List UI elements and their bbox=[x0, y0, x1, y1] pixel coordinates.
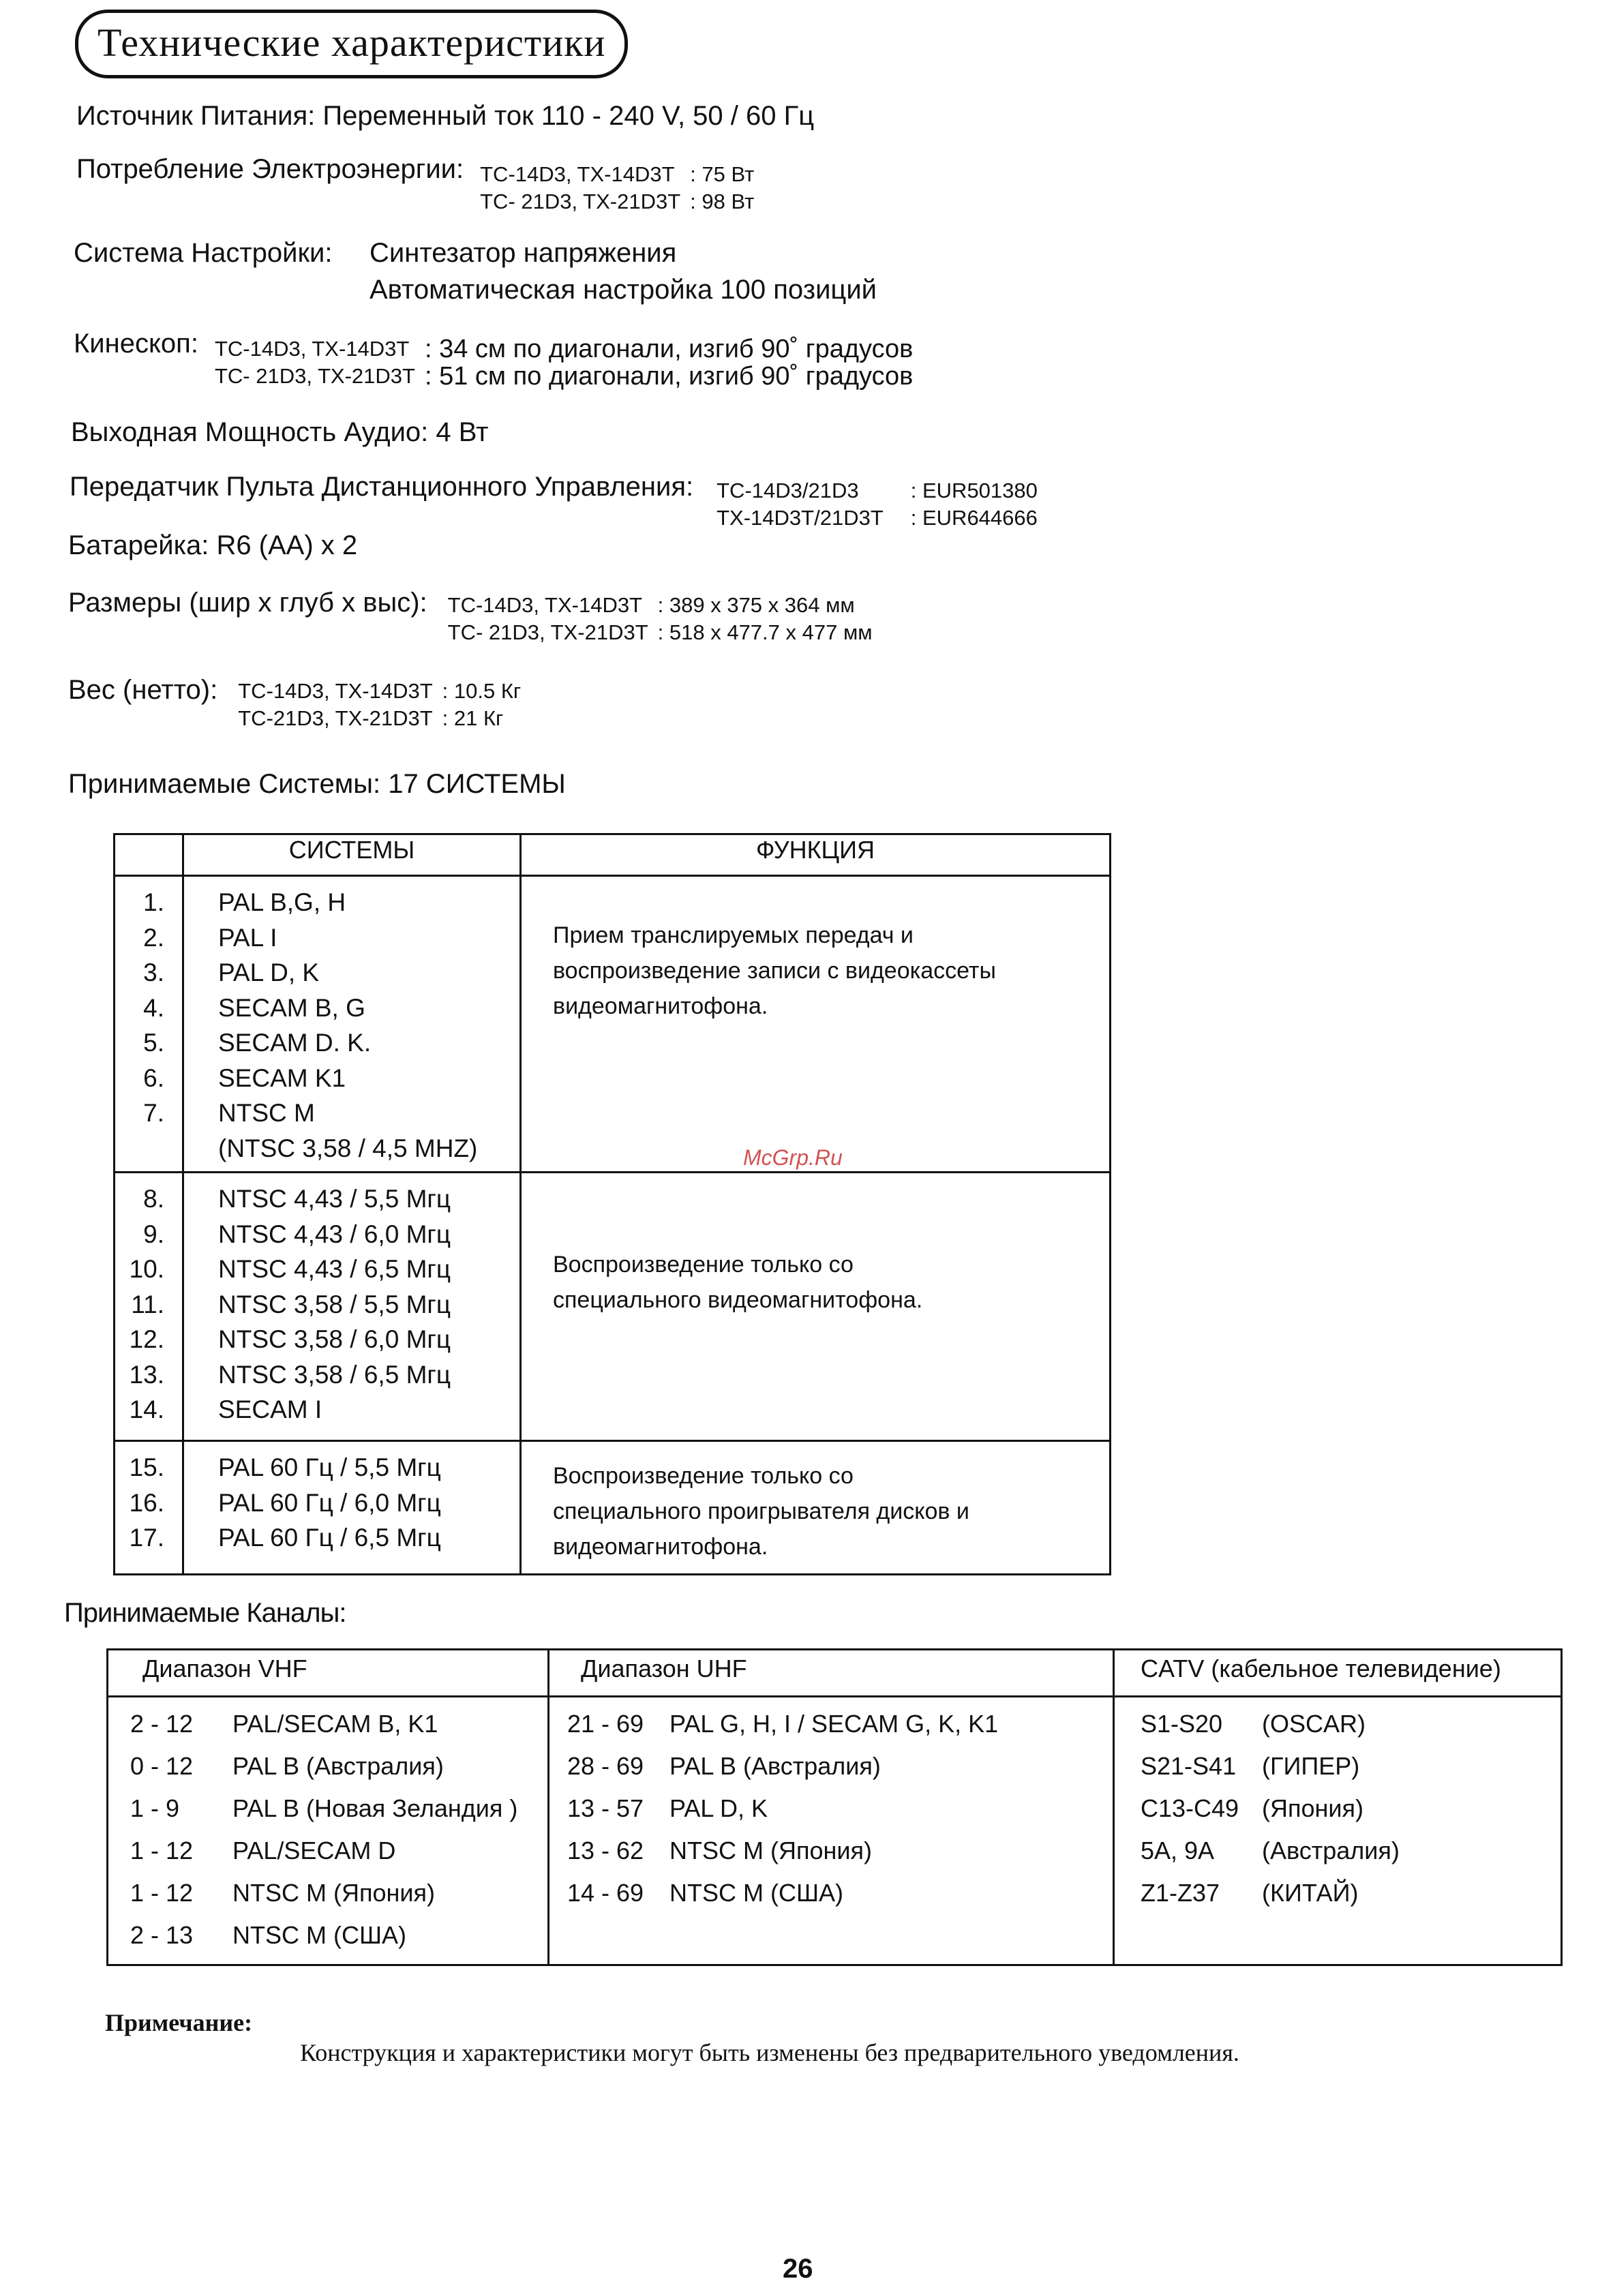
channel-row bbox=[567, 1872, 1106, 1914]
system-name: PAL D, K bbox=[218, 958, 320, 986]
system-name: (NTSC 3,58 / 4,5 MHZ) bbox=[218, 1134, 478, 1162]
spec-models bbox=[717, 477, 1038, 532]
spec-value: : 389 x 375 x 364 мм bbox=[657, 593, 855, 617]
system-name: PAL I bbox=[218, 923, 277, 952]
system-name: NTSC M bbox=[218, 1099, 315, 1127]
table-header-row bbox=[108, 1650, 1562, 1697]
system-name: PAL 60 Гц / 6,0 Мгц bbox=[218, 1488, 441, 1517]
header-system: СИСТЕМЫ bbox=[183, 834, 521, 876]
table-row bbox=[115, 876, 1111, 1173]
vhf-list bbox=[108, 1697, 549, 1965]
system-number: 11. bbox=[131, 1290, 164, 1318]
channel-system: NTSC M (Япония) bbox=[232, 1879, 435, 1907]
channel-range: 2 - 13 bbox=[130, 1921, 194, 1949]
channel-system: (КИТАЙ) bbox=[1262, 1879, 1359, 1907]
system-number: 9. bbox=[143, 1220, 164, 1248]
system-number: 17. bbox=[129, 1524, 164, 1552]
channel-system: (Япония) bbox=[1262, 1794, 1363, 1822]
spec-value: : 518 x 477.7 x 477 мм bbox=[657, 620, 873, 644]
table-row bbox=[108, 1697, 1562, 1965]
channel-range: S1-S20 bbox=[1141, 1710, 1223, 1738]
channel-row bbox=[567, 1830, 1106, 1872]
system-number: 14. bbox=[129, 1395, 164, 1423]
channel-system: NTSC M (США) bbox=[232, 1921, 406, 1949]
header-function: ФУНКЦИЯ bbox=[521, 834, 1111, 876]
spec-crt bbox=[74, 329, 913, 390]
function-line: воспроизведение записи с видеокассеты bbox=[553, 958, 996, 984]
system-names bbox=[183, 1173, 521, 1441]
channel-range: Z1-Z37 bbox=[1141, 1879, 1220, 1907]
spec-value: : EUR501380 bbox=[910, 479, 1038, 502]
system-name: NTSC 4,43 / 6,5 Мгц bbox=[218, 1255, 451, 1283]
channel-row bbox=[567, 1703, 1106, 1745]
system-name: NTSC 3,58 / 5,5 Мгц bbox=[218, 1290, 451, 1318]
spec-values bbox=[370, 235, 877, 308]
channel-range: 28 - 69 bbox=[567, 1752, 644, 1780]
spec-value: : 98 Вт bbox=[690, 190, 755, 213]
channel-row bbox=[130, 1830, 541, 1872]
system-number bbox=[122, 1131, 164, 1166]
spec-value: : 21 Кг bbox=[442, 706, 504, 730]
table-header-row bbox=[115, 834, 1111, 876]
function-line: видеомагнитофона. bbox=[553, 1534, 768, 1560]
system-name: PAL 60 Гц / 6,5 Мгц bbox=[218, 1524, 441, 1552]
channel-range: 13 - 57 bbox=[567, 1794, 644, 1822]
spec-models bbox=[215, 335, 913, 390]
channel-range: 21 - 69 bbox=[567, 1710, 644, 1738]
spec-label: Потребление Электроэнергии: bbox=[76, 154, 464, 184]
channel-row bbox=[130, 1872, 541, 1914]
channel-row bbox=[567, 1745, 1106, 1787]
spec-model: TC-14D3/21D3 bbox=[717, 479, 859, 502]
spec-battery bbox=[68, 530, 357, 561]
function-line: специального видеомагнитофона. bbox=[553, 1287, 923, 1313]
function-line: Воспроизведение только со bbox=[553, 1463, 854, 1489]
watermark: McGrp.Ru bbox=[743, 1145, 843, 1170]
spec-model: TX-14D3T/21D3T bbox=[717, 506, 884, 530]
spec-label: Выходная Мощность Аудио: bbox=[71, 417, 429, 447]
system-number: 12. bbox=[129, 1325, 164, 1353]
system-name: SECAM B, G bbox=[218, 993, 365, 1022]
system-function bbox=[521, 1441, 1111, 1575]
system-names bbox=[183, 1441, 521, 1575]
spec-model: TC-14D3, TX-14D3T bbox=[447, 593, 643, 617]
channel-system: PAL B (Австралия) bbox=[232, 1752, 444, 1780]
catv-list bbox=[1114, 1697, 1562, 1965]
spec-models bbox=[480, 161, 754, 215]
channel-range: 1 - 9 bbox=[130, 1794, 180, 1822]
system-name: SECAM I bbox=[218, 1395, 322, 1423]
channel-system: PAL B (Новая Зеландия ) bbox=[232, 1794, 518, 1822]
system-number: 4. bbox=[143, 993, 164, 1022]
spec-value: 4 Вт bbox=[436, 417, 489, 447]
spec-model: TC-14D3, TX-14D3T bbox=[214, 337, 410, 361]
spec-value: Автоматическая настройка 100 позиций bbox=[370, 275, 877, 305]
system-name: NTSC 3,58 / 6,5 Мгц bbox=[218, 1360, 451, 1389]
spec-weight bbox=[68, 675, 521, 732]
system-number: 15. bbox=[129, 1453, 164, 1481]
system-name: PAL B,G, H bbox=[218, 888, 346, 916]
header-uhf: Диапазон UHF bbox=[549, 1650, 1114, 1697]
header-catv: CATV (кабельное телевидение) bbox=[1114, 1650, 1562, 1697]
system-numbers bbox=[115, 876, 183, 1173]
system-number: 10. bbox=[129, 1255, 164, 1283]
system-number: 8. bbox=[143, 1185, 164, 1213]
system-number: 16. bbox=[129, 1488, 164, 1517]
spec-models bbox=[238, 678, 521, 732]
channel-row bbox=[130, 1703, 541, 1745]
channel-range: 1 - 12 bbox=[130, 1879, 194, 1907]
system-number: 5. bbox=[143, 1029, 164, 1057]
channel-system: NTSC M (США) bbox=[669, 1879, 843, 1907]
function-line: специального проигрывателя дисков и bbox=[553, 1498, 969, 1524]
spec-value: : 10.5 Кг bbox=[442, 679, 522, 703]
page-number: 26 bbox=[783, 2254, 813, 2284]
channel-range: 1 - 12 bbox=[130, 1837, 194, 1864]
system-name: NTSC 4,43 / 6,0 Мгц bbox=[218, 1220, 451, 1248]
spec-value: : 51 см по диагонали, изгиб 90˚ градусов bbox=[424, 362, 914, 391]
note-text: Конструкция и характеристики могут быть изменены без предварительного уведомления. bbox=[300, 2039, 1239, 2066]
channel-row bbox=[567, 1787, 1106, 1830]
system-number: 3. bbox=[143, 958, 164, 986]
spec-value: Синтезатор напряжения bbox=[370, 238, 677, 268]
system-numbers bbox=[115, 1441, 183, 1575]
channel-system: NTSC M (Япония) bbox=[669, 1837, 872, 1864]
system-number: 2. bbox=[143, 923, 164, 952]
spec-label: Источник Питания: bbox=[76, 101, 316, 131]
spec-tuning bbox=[74, 235, 877, 308]
spec-dimensions bbox=[68, 588, 873, 646]
channel-system: PAL D, K bbox=[669, 1794, 768, 1822]
system-number: 6. bbox=[143, 1063, 164, 1092]
spec-power-consumption bbox=[76, 154, 754, 215]
spec-value: : 34 см по диагонали, изгиб 90˚ градусов bbox=[424, 335, 914, 363]
spec-model: TC- 21D3, TX-21D3T bbox=[480, 190, 681, 213]
spec-power-source bbox=[76, 101, 814, 132]
header-vhf: Диапазон VHF bbox=[108, 1650, 549, 1697]
function-line: Прием транслируемых передач и bbox=[553, 922, 914, 948]
channel-system: PAL G, H, I / SECAM G, K, K1 bbox=[669, 1710, 999, 1738]
channel-row bbox=[1141, 1830, 1554, 1872]
channel-row bbox=[130, 1914, 541, 1957]
channel-range: 5A, 9A bbox=[1141, 1837, 1215, 1864]
systems-table bbox=[113, 833, 1111, 1575]
channel-row bbox=[130, 1787, 541, 1830]
system-name: SECAM K1 bbox=[218, 1063, 346, 1092]
channel-range: 13 - 62 bbox=[567, 1837, 644, 1864]
channel-range: 14 - 69 bbox=[567, 1879, 644, 1907]
spec-model: TC-21D3, TX-21D3T bbox=[238, 706, 433, 730]
spec-remote bbox=[70, 472, 1038, 532]
spec-value: R6 (AA) x 2 bbox=[216, 530, 358, 560]
uhf-list bbox=[549, 1697, 1114, 1965]
channel-system: (ГИПЕР) bbox=[1262, 1752, 1360, 1780]
spec-value: Переменный ток 110 - 240 V, 50 / 60 Гц bbox=[322, 101, 815, 131]
system-names bbox=[183, 876, 521, 1173]
page-title: Технические характеристики bbox=[75, 10, 628, 78]
spec-label: Вес (нетто): bbox=[68, 675, 218, 705]
table-row bbox=[115, 1441, 1111, 1575]
channel-row bbox=[130, 1745, 541, 1787]
channel-system: PAL/SECAM B, K1 bbox=[232, 1710, 438, 1738]
note-heading: Примечание: bbox=[105, 2009, 253, 2036]
table-row bbox=[115, 1173, 1111, 1441]
spec-label: Система Настройки: bbox=[74, 238, 333, 268]
system-name: NTSC 3,58 / 6,0 Мгц bbox=[218, 1325, 451, 1353]
channel-row bbox=[1141, 1703, 1554, 1745]
system-name: SECAM D. K. bbox=[218, 1029, 372, 1057]
system-function bbox=[521, 876, 1111, 1173]
system-numbers bbox=[115, 1173, 183, 1441]
systems-heading: Принимаемые Системы: 17 СИСТЕМЫ bbox=[68, 769, 566, 799]
channel-row bbox=[1141, 1745, 1554, 1787]
system-number: 7. bbox=[143, 1099, 164, 1127]
channel-row bbox=[1141, 1872, 1554, 1914]
spec-model: TC-14D3, TX-14D3T bbox=[238, 679, 433, 703]
spec-model: TC- 21D3, TX-21D3T bbox=[447, 620, 648, 644]
channel-range: S21-S41 bbox=[1141, 1752, 1237, 1780]
channel-range: 2 - 12 bbox=[130, 1710, 194, 1738]
channel-row bbox=[1141, 1787, 1554, 1830]
channel-system: PAL B (Австралия) bbox=[669, 1752, 881, 1780]
spec-label: Кинескоп: bbox=[74, 329, 198, 359]
function-line: Воспроизведение только со bbox=[553, 1252, 854, 1278]
system-number: 13. bbox=[129, 1360, 164, 1389]
spec-model: TC-14D3, TX-14D3T bbox=[480, 162, 675, 186]
channel-system: PAL/SECAM D bbox=[232, 1837, 396, 1864]
spec-value: : EUR644666 bbox=[910, 506, 1038, 530]
system-name: NTSC 4,43 / 5,5 Мгц bbox=[218, 1185, 451, 1213]
header-num bbox=[115, 834, 183, 876]
system-number: 1. bbox=[143, 888, 164, 916]
spec-value: : 75 Вт bbox=[690, 162, 755, 186]
spec-label: Передатчик Пульта Дистанционного Управления: bbox=[70, 472, 694, 502]
system-name: PAL 60 Гц / 5,5 Мгц bbox=[218, 1453, 441, 1481]
function-line: видеомагнитофона. bbox=[553, 993, 768, 1019]
channels-table bbox=[106, 1648, 1563, 1966]
channels-heading: Принимаемые Каналы: bbox=[64, 1598, 346, 1628]
channel-range: C13-C49 bbox=[1141, 1794, 1239, 1822]
channel-range: 0 - 12 bbox=[130, 1752, 194, 1780]
channel-system: (OSCAR) bbox=[1262, 1710, 1366, 1738]
spec-models bbox=[448, 592, 873, 646]
system-function bbox=[521, 1173, 1111, 1441]
spec-model: TC- 21D3, TX-21D3T bbox=[214, 364, 415, 388]
spec-label: Батарейка: bbox=[68, 530, 209, 560]
spec-label: Размеры (шир x глуб x выс): bbox=[68, 588, 427, 618]
channel-system: (Австралия) bbox=[1262, 1837, 1400, 1864]
spec-audio bbox=[71, 417, 488, 448]
